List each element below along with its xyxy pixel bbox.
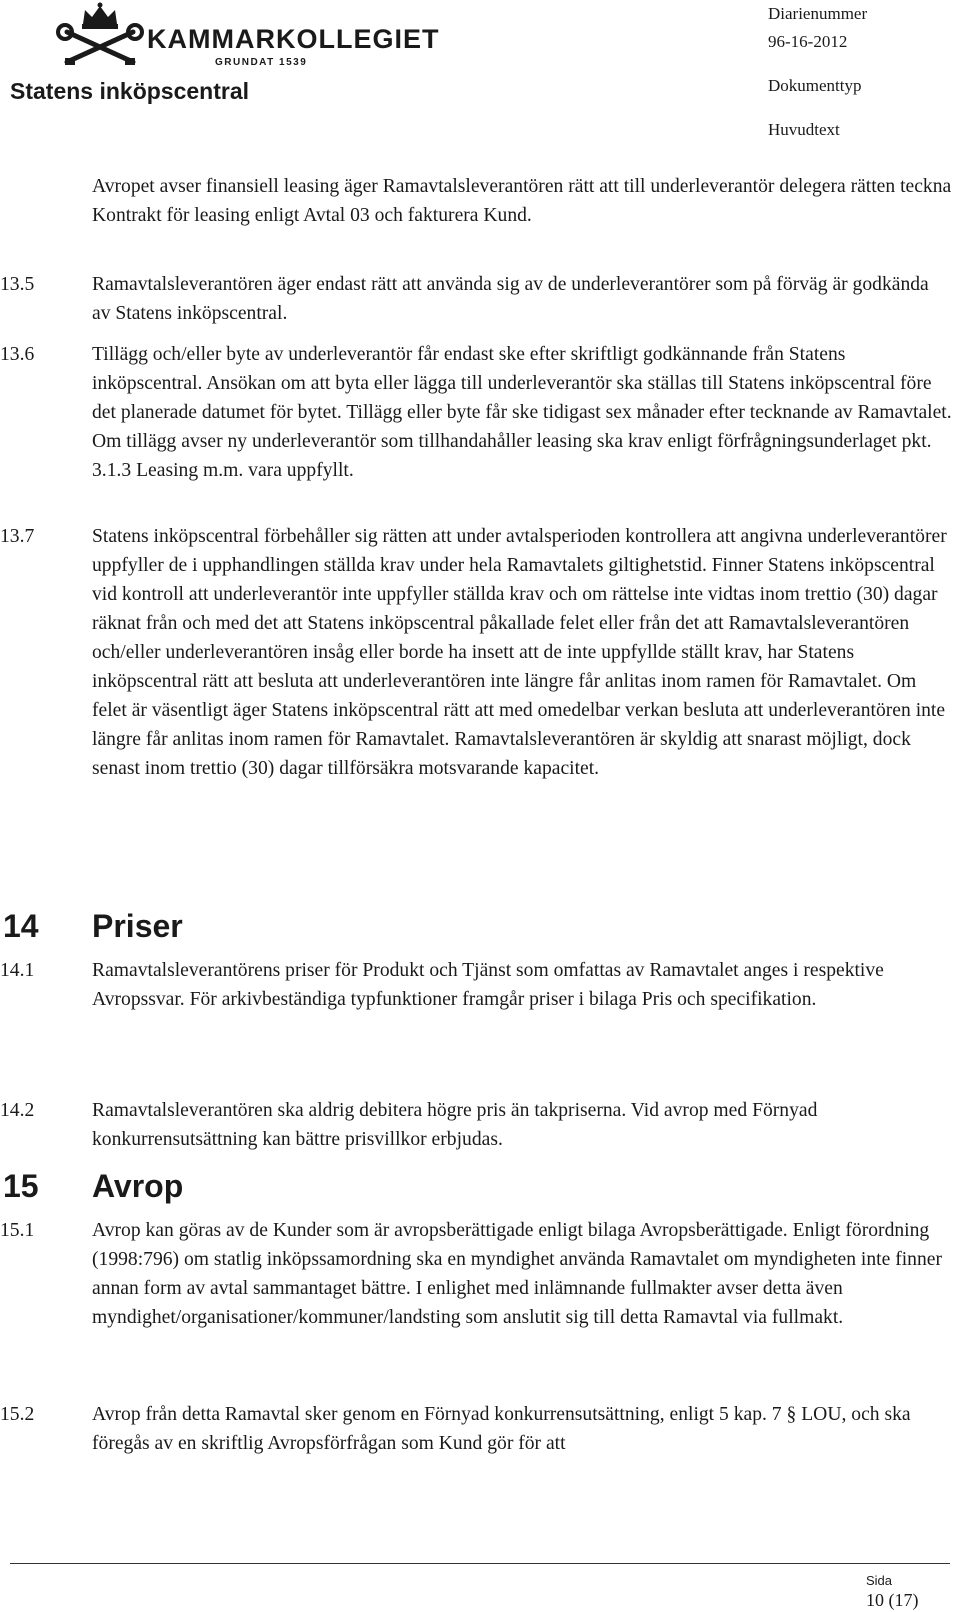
paragraph-number: 14.2 (0, 1100, 35, 1121)
intro-paragraph: Avropet avser finansiell leasing äger Ramavtalsleverantören rätt att till underleverantör delegera rätten teckna Kontrakt för leasing enligt Avtal 03 och fakturera Kund. (92, 176, 952, 226)
paragraph-13-7 (0, 522, 960, 783)
logo-title: KAMMARKOLLEGIET (147, 24, 440, 54)
paragraph-number: 13.6 (0, 344, 35, 365)
section-number: 14 (3, 908, 39, 944)
dokumenttyp-value: Huvudtext (768, 120, 840, 139)
logo-subtitle: GRUNDAT 1539 (215, 57, 308, 68)
paragraph-text: Avrop kan göras av de Kunder som är avropsberättigade enligt bilaga Avropsberättigade. Enligt förordning (1998:796) om statlig inköpssamordning ska en myndighet använda Ramavtalet om myndigheten inte finner annan form av avtal sammantaget bättre. I enlighet med inlämnande fullmakter avser detta även myndighet/organisationer/kommuner/landsting som anslutit sig till detta Ramavtal via fullmakt. (92, 1220, 942, 1328)
org-name: Statens inköpscentral (10, 78, 250, 104)
paragraph-text: Avrop från detta Ramavtal sker genom en Förnyad konkurrensutsättning, enligt 5 kap. 7 § LOU, och ska föregås av en skriftlig Avropsförfrågan som Kund gör för att (92, 1404, 911, 1454)
paragraph-13-5 (0, 270, 960, 328)
page-number: 10 (17) (866, 1590, 919, 1610)
paragraph-text: Ramavtalsleverantören äger endast rätt att använda sig av de underleverantörer som på förväg är godkända av Statens inköpscentral. (92, 274, 929, 324)
paragraph-number: 13.7 (0, 526, 35, 547)
kammarkollegiet-logo (55, 2, 440, 70)
paragraph-text: Tillägg och/eller byte av underleverantör får endast ske efter skriftligt godkännande från Statens inköpscentral. Ansökan om att byta eller lägga till underleverantör ska ställas till Statens inköpscentral före det planerade datumet för bytet. Tillägg eller byte får ske tidigast sex månader efter tecknande av Ramavtalet. Om tillägg avser ny underleverantör som tillhandahåller leasing ska krav enligt förfrågningsunderlaget pkt. 3.1.3 Leasing m.m. vara uppfyllt. (92, 344, 952, 481)
paragraph-15-1 (0, 1216, 960, 1332)
paragraph-number: 13.5 (0, 274, 35, 295)
paragraph-text: Statens inköpscentral förbehåller sig rätten att under avtalsperioden kontrollera att angivna underleverantörer uppfyller de i upphandlingen ställda krav under hela Ramavtalets giltighetstid. Finner Statens inköpscentral vid kontroll att underleverantör inte uppfyller ställda krav och om rättelse inte vidtas inom trettio (30) dagar räknat från och med det att Statens inköpscentral påkallade felet eller från det att Ramavtalsleverantören och/eller underleverantören insåg eller borde ha insett att de inte uppfyllde ställt krav, har Statens inköpscentral rätt att besluta att underleverantören inte längre får anlitas inom ramen för Ramavtalet. Om felet är väsentligt äger Statens inköpscentral rätt att med omedelbar verkan besluta att underleverantören inte längre får anlitas inom ramen för Ramavtalet. Ramavtalsleverantören är skyldig att snarast möjligt, dock senast inom trettio (30) dagar tillförsäkra motsvarande kapacitet. (92, 526, 947, 779)
crown-keys-emblem-icon (55, 2, 145, 68)
paragraph-14-2 (0, 1096, 960, 1154)
paragraph-14-1 (0, 956, 960, 1014)
diarienummer-value: 96-16-2012 (768, 32, 848, 51)
page-label: Sida (866, 1573, 893, 1588)
paragraph-number: 15.1 (0, 1220, 35, 1241)
paragraph-13-6 (0, 340, 960, 485)
paragraph-number: 14.1 (0, 960, 35, 981)
dokumenttyp-label: Dokumenttyp (768, 76, 862, 95)
section-number: 15 (3, 1168, 39, 1204)
diarienummer-label: Diarienummer (768, 4, 868, 23)
paragraph-text: Ramavtalsleverantörens priser för Produkt och Tjänst som omfattas av Ramavtalet anges i respektive Avropssvar. För arkivbeständiga typfunktioner framgår priser i bilaga Pris och specifikation. (92, 960, 884, 1010)
paragraph-text: Ramavtalsleverantören ska aldrig debitera högre pris än takpriserna. Vid avrop med Förnyad konkurrensutsättning kan bättre prisvillkor erbjudas. (92, 1100, 818, 1150)
footer-divider (10, 1563, 950, 1564)
section-title: Priser (92, 908, 183, 944)
section-title: Avrop (92, 1168, 184, 1204)
paragraph-15-2 (0, 1400, 960, 1458)
paragraph-number: 15.2 (0, 1404, 35, 1425)
